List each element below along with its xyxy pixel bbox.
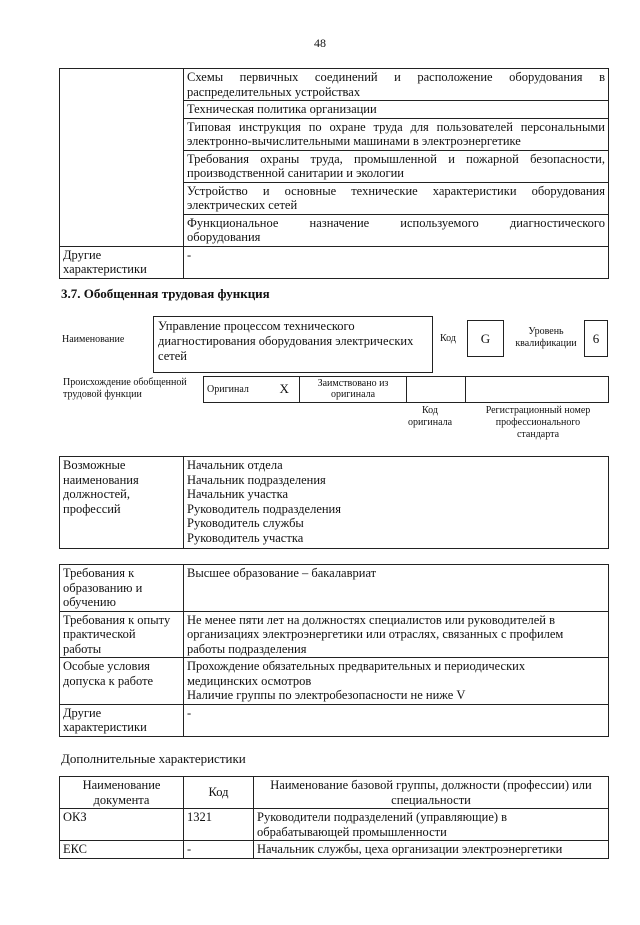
knowledge-item: Схемы первичных соединений и расположение оборудования в распределительных устройствах — [184, 69, 609, 101]
position-item: Руководитель службы — [187, 516, 304, 530]
knowledge-item: Техническая политика организации — [184, 101, 609, 119]
original-label: Оригинал — [204, 377, 270, 403]
gtf-code-value: G — [467, 320, 504, 357]
row-name: Начальник службы, цеха организации электроэнергетики — [254, 841, 609, 859]
position-item: Руководитель подразделения — [187, 501, 341, 516]
experience-label: Требования к опыту практической работы — [60, 611, 184, 658]
other-requirements-value: - — [184, 704, 609, 736]
gtf-code-label: Код — [440, 333, 456, 344]
position-item: Начальник подразделения — [187, 472, 326, 487]
positions-table — [59, 456, 609, 549]
knowledge-item: Типовая инструкция по охране труда для пользователей персональными электронно-вычислительными машинами в электроэнергетике — [184, 118, 609, 150]
origin-table — [203, 376, 609, 403]
position-item: Начальник участка — [187, 487, 289, 501]
education-label: Требования к образованию и обучению — [60, 565, 184, 612]
table-empty-cell — [60, 69, 184, 247]
knowledge-table — [59, 68, 609, 279]
original-code-caption: Код оригинала — [407, 405, 453, 428]
registration-number-cell — [466, 377, 609, 403]
other-characteristics-label: Другие характеристики — [60, 246, 184, 278]
header-code: Код — [184, 777, 254, 809]
other-characteristics-value: - — [184, 246, 609, 278]
gtf-name-label: Наименование — [62, 334, 125, 345]
row-code: - — [184, 841, 254, 859]
header-document: Наименование документа — [60, 777, 184, 809]
education-value: Высшее образование – бакалавриат — [184, 565, 609, 612]
other-requirements-label: Другие характеристики — [60, 704, 184, 736]
table-row — [60, 841, 609, 859]
experience-value: Не менее пяти лет на должностях специалистов или руководителей в организациях электроэнергетики или отраслях, связанных с профилем работы подразделения — [184, 611, 609, 658]
row-name: Руководители подразделений (управляющие) в обрабатывающей промышленности — [254, 809, 609, 841]
requirements-table — [59, 564, 609, 737]
additional-table — [59, 776, 609, 859]
qualification-level-label: Уровень квалификации — [515, 326, 577, 349]
original-mark: X — [270, 377, 300, 403]
registration-number-caption: Регистрационный номер профессионального стандарта — [485, 405, 591, 440]
positions-list — [184, 457, 609, 549]
borrowed-label: Заимствовано из оригинала — [300, 377, 407, 403]
knowledge-item: Функциональное назначение используемого диагностического оборудования — [184, 214, 609, 246]
knowledge-item: Устройство и основные технические характеристики оборудования электрических сетей — [184, 182, 609, 214]
gtf-name-box: Управление процессом технического диагностирования оборудования электрических сетей — [153, 316, 433, 373]
position-item: Начальник отдела — [187, 458, 283, 472]
row-document: ЕКС — [60, 841, 184, 859]
knowledge-item: Требования охраны труда, промышленной и пожарной безопасности, производственной санитарии и экологии — [184, 150, 609, 182]
header-group-name: Наименование базовой группы, должности (профессии) или специальности — [254, 777, 609, 809]
special-conditions-value: Прохождение обязательных предварительных и периодических медицинских осмотров Наличие группы по электробезопасности не ниже V — [184, 658, 609, 705]
original-code-cell — [407, 377, 466, 403]
position-item: Руководитель участка — [187, 530, 304, 545]
qualification-level-value: 6 — [584, 320, 608, 357]
row-code: 1321 — [184, 809, 254, 841]
section-title: 3.7. Обобщенная трудовая функция — [61, 286, 270, 301]
additional-title: Дополнительные характеристики — [61, 751, 246, 766]
origin-label: Происхождение обобщенной трудовой функции — [63, 377, 187, 400]
table-row — [60, 809, 609, 841]
special-conditions-label: Особые условия допуска к работе — [60, 658, 184, 705]
positions-label: Возможные наименования должностей, профессий — [60, 457, 184, 549]
page-number: 48 — [314, 36, 326, 50]
row-document: ОКЗ — [60, 809, 184, 841]
